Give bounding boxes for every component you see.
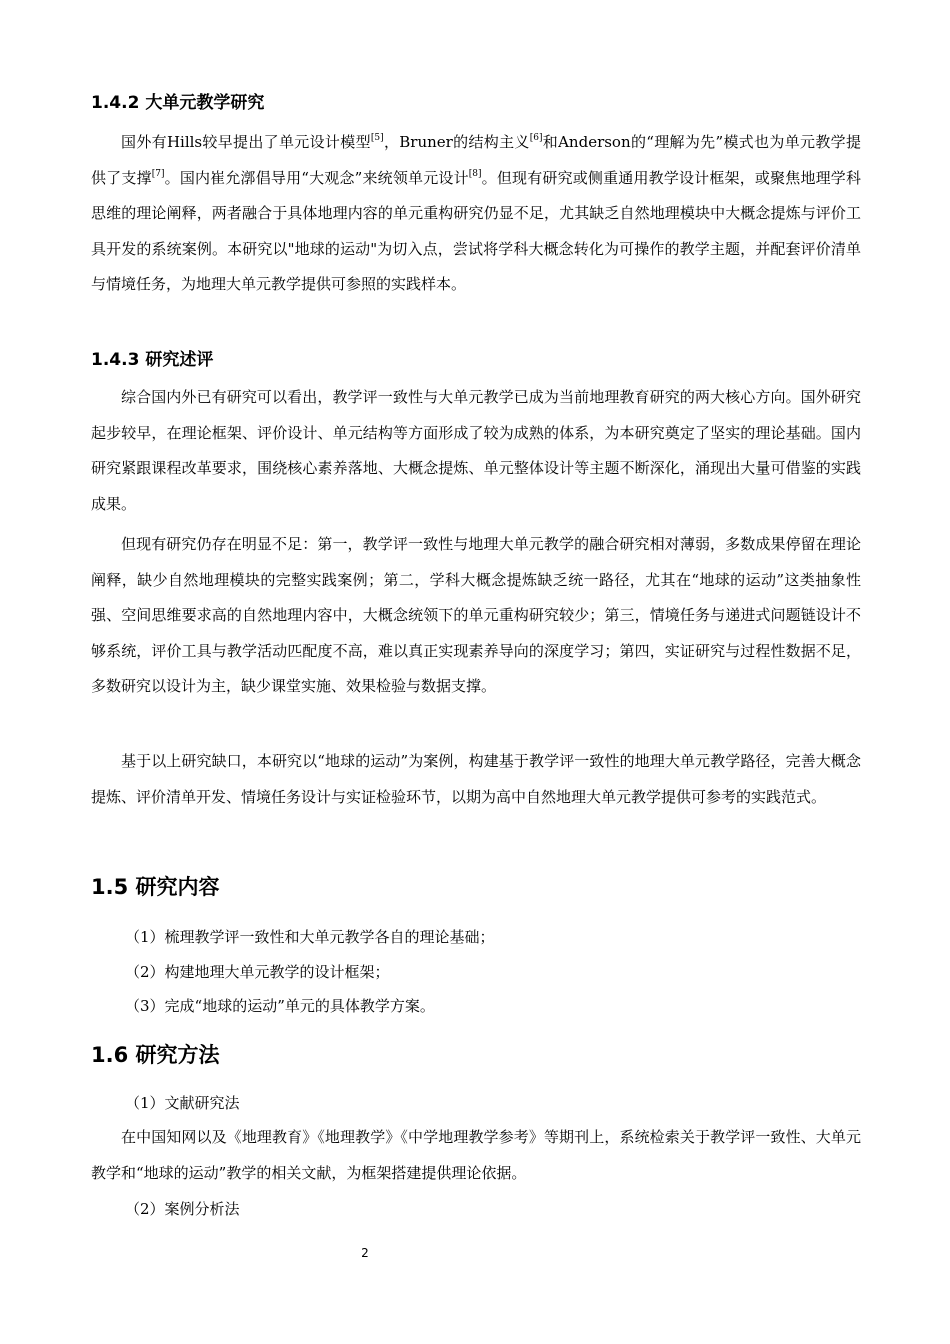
section-heading-1-4-2: 1.4.2 大单元教学研究 bbox=[91, 93, 265, 113]
method-title-literature: （1）文献研究法 bbox=[125, 1094, 240, 1112]
text-run: ，Bruner的结构主义 bbox=[383, 133, 530, 151]
list-item: （2）构建地理大单元教学的设计框架； bbox=[125, 963, 390, 981]
section-heading-1-5: 1.5 研究内容 bbox=[91, 875, 220, 899]
citation-8: [8] bbox=[468, 168, 482, 179]
page-number: 2 bbox=[361, 1246, 369, 1260]
text-run: 和Anderson的“理解为先”模式也为单元教学提供了支撑 bbox=[91, 133, 861, 187]
citation-5: [5] bbox=[370, 133, 384, 143]
paragraph-review-shortcomings: 但现有研究仍存在明显不足：第一，教学评一致性与地理大单元教学的融合研究相对薄弱，多数成果停留在理论阐释，缺少自然地理模块的完整实践案例；第二，学科大概念提炼缺乏统一路径，尤其在“地球的运动”这类抽象性强、空间思维要求高的自然地理内容中，大概念统领下的单元重构研究较少；第三，情境任务与递进式问题链设计不够系统，评价工具与教学活动匹配度不高，难以真正实现素养导向的深度学习；第四，实证研究与过程性数据不足，多数研究以设计为主，缺少课堂实施、效果检验与数据支撑。 bbox=[91, 535, 861, 695]
method-title-case-analysis: （2）案例分析法 bbox=[125, 1200, 240, 1218]
text-run: 。但现有研究或侧重通用教学设计框架，或聚焦地理学科思维的理论阐释，两者融合于具体地理内容的单元重构研究仍显不足，尤其缺乏自然地理模块中大概念提炼与评价工具开发的系统案例。本研究以"地球的运动"为切入点，尝试将学科大概念转化为可操作的教学主题，并配套评价清单与情境任务，为地理大单元教学提供可参照的实践样本。 bbox=[91, 168, 861, 293]
section-heading-1-6: 1.6 研究方法 bbox=[91, 1043, 220, 1067]
list-item: （3）完成“地球的运动”单元的具体教学方案。 bbox=[125, 997, 435, 1015]
paragraph-review-summary: 综合国内外已有研究可以看出，教学评一致性与大单元教学已成为当前地理教育研究的两大核心方向。国外研究起步较早，在理论框架、评价设计、单元结构等方面形成了较为成熟的体系，为本研究奠定了坚实的理论基础。国内研究紧跟课程改革要求，围绕核心素养落地、大概念提炼、单元整体设计等主题不断深化，涌现出大量可借鉴的实践成果。 bbox=[91, 388, 861, 513]
text-run: 。国内崔允漷倡导用“大观念”来统领单元设计 bbox=[164, 168, 469, 187]
citation-6: [6] bbox=[529, 133, 543, 143]
citation-7: [7] bbox=[151, 168, 165, 179]
section-heading-1-4-3: 1.4.3 研究述评 bbox=[91, 350, 214, 370]
paragraph-literature-method: 在中国知网以及《地理教育》《地理教学》《中学地理教学参考》等期刊上，系统检索关于教学评一致性、大单元教学和“地球的运动”教学的相关文献，为框架搭建提供理论依据。 bbox=[91, 1128, 861, 1182]
text-run: 国外有Hills较早提出了单元设计模型 bbox=[121, 133, 371, 151]
paragraph-unit-teaching-review bbox=[91, 125, 861, 303]
list-item: （1）梳理教学评一致性和大单元教学各自的理论基础； bbox=[125, 928, 495, 946]
paragraph-review-conclusion: 基于以上研究缺口，本研究以“地球的运动”为案例，构建基于教学评一致性的地理大单元教学路径，完善大概念提炼、评价清单开发、情境任务设计与实证检验环节，以期为高中自然地理大单元教学提供可参考的实践范式。 bbox=[91, 752, 861, 806]
